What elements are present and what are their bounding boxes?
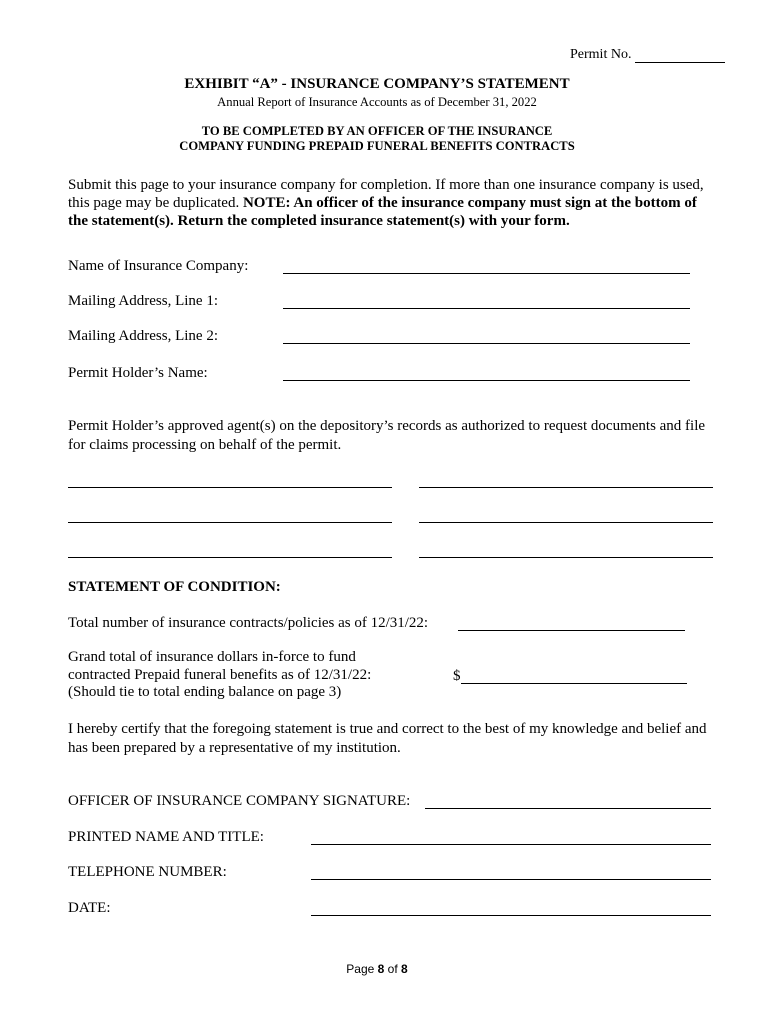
exhibit-title: EXHIBIT “A” - INSURANCE COMPANY’S STATEMENT bbox=[184, 76, 570, 92]
telephone-number-blank bbox=[311, 866, 711, 880]
officer-signature-blank bbox=[425, 795, 711, 809]
grand-total-note: (Should tie to total ending balance on page 3) bbox=[68, 684, 342, 700]
permit-number-blank bbox=[635, 49, 725, 63]
intro-text: Submit this page to your insurance company for completion. If more than one insurance company is used, this page may be duplicated. bbox=[68, 177, 704, 211]
officer-signature-label: OFFICER OF INSURANCE COMPANY SIGNATURE: bbox=[68, 793, 411, 809]
instruction-line-2: COMPANY FUNDING PREPAID FUNERAL BENEFITS CONTRACTS bbox=[179, 139, 575, 153]
current-page-number: 8 bbox=[377, 962, 385, 976]
certification-paragraph: I hereby certify that the foregoing statement is true and correct to the best of my knowledge and belief and has been prepared by a representative of my institution. bbox=[68, 721, 707, 756]
date-blank bbox=[311, 902, 711, 916]
grand-total-blank bbox=[461, 670, 687, 684]
intro-paragraph bbox=[68, 176, 712, 230]
agent-blank-line bbox=[68, 509, 392, 523]
total-contracts-label: Total number of insurance contracts/policies as of 12/31/22: bbox=[68, 615, 429, 631]
statement-of-condition-heading: STATEMENT OF CONDITION: bbox=[68, 579, 281, 595]
page-label: Page bbox=[346, 962, 375, 976]
printed-name-title-label: PRINTED NAME AND TITLE: bbox=[68, 829, 264, 845]
agent-blank-line bbox=[68, 544, 392, 558]
insurance-company-name-blank bbox=[283, 260, 690, 274]
printed-name-title-blank bbox=[311, 831, 711, 845]
agents-paragraph: Permit Holder’s approved agent(s) on the depository’s records as authorized to request documents and file for claims processing on behalf of the permit. bbox=[68, 418, 706, 453]
grand-total-label: Grand total of insurance dollars in-force to fund contracted Prepaid funeral benefits as of 12/31/22: bbox=[68, 649, 372, 683]
agent-blank-line bbox=[419, 474, 713, 488]
currency-symbol: $ bbox=[453, 668, 461, 684]
of-label: of bbox=[387, 962, 398, 976]
agent-blank-line bbox=[419, 544, 713, 558]
instruction-line-1: TO BE COMPLETED BY AN OFFICER OF THE INSURANCE bbox=[201, 124, 553, 138]
permit-holder-name-blank bbox=[283, 367, 690, 381]
date-label: DATE: bbox=[68, 900, 111, 916]
agent-blank-line bbox=[419, 509, 713, 523]
intro-note: NOTE: An officer of the insurance company must sign at the bottom of the statement(s). Return the completed insurance statement(s) with your form. bbox=[68, 195, 697, 229]
mailing-address-line-1-blank bbox=[283, 295, 690, 309]
permit-number-label: Permit No. bbox=[570, 47, 632, 62]
agent-blank-line bbox=[68, 474, 392, 488]
mailing-address-line-1-label: Mailing Address, Line 1: bbox=[68, 293, 218, 309]
total-contracts-blank bbox=[458, 617, 685, 631]
exhibit-subtitle: Annual Report of Insurance Accounts as of December 31, 2022 bbox=[217, 95, 537, 109]
mailing-address-line-2-blank bbox=[283, 330, 690, 344]
permit-holder-name-label: Permit Holder’s Name: bbox=[68, 365, 208, 381]
mailing-address-line-2-label: Mailing Address, Line 2: bbox=[68, 328, 218, 344]
telephone-number-label: TELEPHONE NUMBER: bbox=[68, 864, 227, 880]
insurance-company-name-label: Name of Insurance Company: bbox=[68, 258, 249, 274]
total-pages-number: 8 bbox=[401, 962, 408, 976]
page-footer bbox=[0, 962, 754, 976]
